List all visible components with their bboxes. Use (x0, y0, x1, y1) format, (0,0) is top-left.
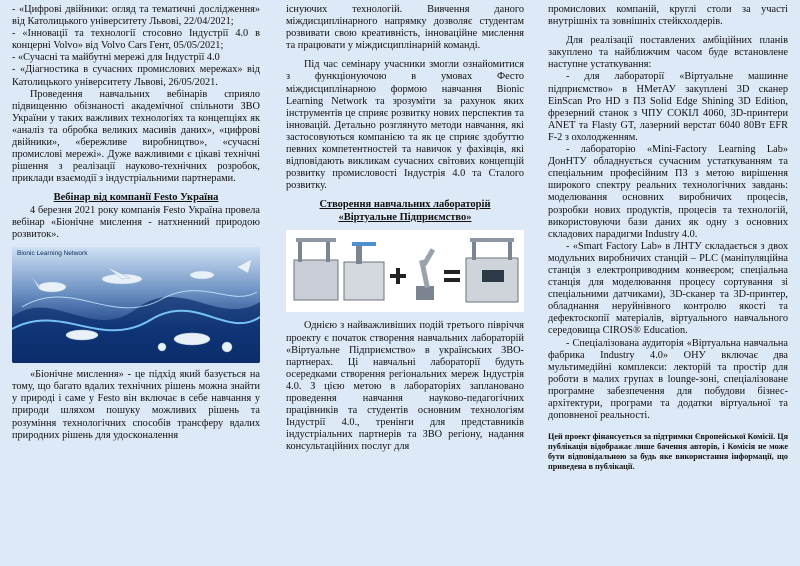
webinar-list-item: - «Сучасні та майбутні мережі для Індустрії 4.0 (12, 52, 220, 64)
bionic-illustration (12, 247, 260, 363)
paragraph: існуючих технологій. Вивчення даного міждисциплінарного напрямку дозволяє студентам розвивати свою креативність, інноваційне мислення та працювати у міждисциплінарній команді. (286, 4, 524, 52)
equipment-item: - «Smart Factory Lab» в ЛНТУ складається з двох модульних виробничих станцій – PLC (маніпуляційна станція з електроприводним конвеєром; спеціальна станція для моделювання процесу сортування зі спеціальними датчиками), 3D-сканер та 3D-принтер, обладнання неруйнівного контролю якості та дефектоскопії матеріалів, віртуального навчального середовища CIROS® Education. (548, 240, 788, 337)
column-right (548, 4, 788, 471)
paragraph: Проведення навчальних вебінарів сприяло підвищенню обізнаності академічної спільноти ЗВО України у таких важливих технологіях та концепціях як «аналіз та обробка великих масивів даних», «цифрові двійники», «бережливе виробництво», «сучасні промислові мережі». Дуже важливими є цікаві технічні рішення з реалізації науково-технічних розробок, приклади взаємодії з індустріальними партнерами. (12, 88, 260, 185)
lab-equipment-image (286, 230, 524, 312)
paragraph: Однією з найважливіших подій третього півріччя проекту є початок створення навчальних лабораторій «Віртуальне Підприємство» в українських ЗВО-партнерах. Ці навчальні лабораторії будуть осередками створення регіональних мереж Індустрія 4.0. З цією метою в лабораторіях заплановано проведення навчання науково-педагогічних працівників та студентів основним технологіям Індустрії 4.0., тренінги для представників індустріальних партнерів та ЗВО регіону, надання консультаційних послуг для (286, 320, 524, 453)
webinar-list-item: - «Діагностика в сучасних промислових мережах» від Католицького університету Львові, 26/05/2021. (12, 64, 260, 88)
section-heading: Створення навчальних лабораторій (319, 199, 491, 211)
paragraph: 4 березня 2021 року компанія Festo Україна провела вебінар «Біонічне мислення - натхненний природою розвиток». (12, 204, 260, 241)
equipment-item: - Спеціалізована аудиторія «Віртуальна навчальна фабрика Industry 4.0» ОНУ включає два мультимедійні комплекси: лекторій та простір для роботи в малих групах в lounge-зоні, спеціалізоване програмне забезпечення для побудови бізнес-архітектури, програми та додатки віртуальної та доповненої реальності. (548, 337, 788, 422)
bionic-artwork (12, 247, 260, 363)
column-middle (286, 4, 524, 453)
webinar-list-item: - «Інновації та технології стосовно Індустрії 4.0 в концерні Volvo» від Volvo Cars Гент, 05/05/2021; (12, 28, 260, 52)
paragraph: Для реалізації поставлених амбіційних планів закуплено та найближчим часом буде встановлене наступне устаткування: (548, 35, 788, 71)
section-heading: Вебінар від компанії Festo Україна (53, 192, 219, 204)
equipment-item: - для лабораторії «Віртуальне машинне підприємство» в НМетАУ закуплені 3D сканер EinScan Pro HD з ПЗ Solid Edge Shining 3D Edition, фрезерний станок з ЧПУ СОКІЛ 4060, 3D-принтери ANET та Flasty GT, лазерний верстат 6040 80Вт EFR F-2 з охолодженням. (548, 71, 788, 143)
funding-disclaimer: Цей проект фінансується за підтримки Європейської Комісії. Ця публікація відображає лише бачення авторів, і Комісія не може бути відповідальною за будь яке використання інформації, що приведена в публікації. (548, 432, 788, 471)
image-caption: Bionic Learning Network (17, 250, 88, 258)
paragraph: промислових компаній, круглі столи за участі внутрішніх та зовнішніх стейкхолдерів. (548, 4, 788, 28)
section-heading-sub: «Віртуальне Підприємство» (338, 211, 472, 223)
lab-equipment-artwork (286, 230, 524, 312)
equipment-item: - лабораторію «Mini-Factory Learning Lab» ДонНТУ обладнується сучасним устаткуванням та спеціальним професійним ПЗ з метою вирішення широкого спектру реальних технологічних завдань: моделювання основних виробничих процесів, розробки нових продуктів, процесів та технологій, використовуючи бази даних як одну з основних складових парадигми Industry 4.0. (548, 144, 788, 240)
column-left (12, 4, 260, 442)
webinar-list-item: - «Цифрові двійники: огляд та тематичні дослідження» від Католицького університету Львові, 22/04/2021; (12, 4, 260, 28)
paragraph: Під час семінару учасники змогли ознайомитися з функціонуючою в умовах Фесто міждисциплінарною формою навчання Bionic Learning Network та зрозуміти за рахунок яких інструментів це сприяє розвитку нових перспектив та інновацій. Детально розглянуто методи навчання, які застосовуються компанією та як це сприяє здобуттю певних компетентностей та навичок у фахівців, які відповідають викликам сучасних світових концепцій розвитку промисловості Індустрія 4.0 та Сталого розвитку. (286, 59, 524, 192)
paragraph: «Біонічне мислення» - це підхід який базується на тому, що багато вдалих технічних рішень можна знайти у природі і саме у Festo він включає в себе навчання у природи шляхом пошуку можливих рішень та розуміння технологічних способів трансферу вдалих природних рішень для удосконалення (12, 369, 260, 441)
